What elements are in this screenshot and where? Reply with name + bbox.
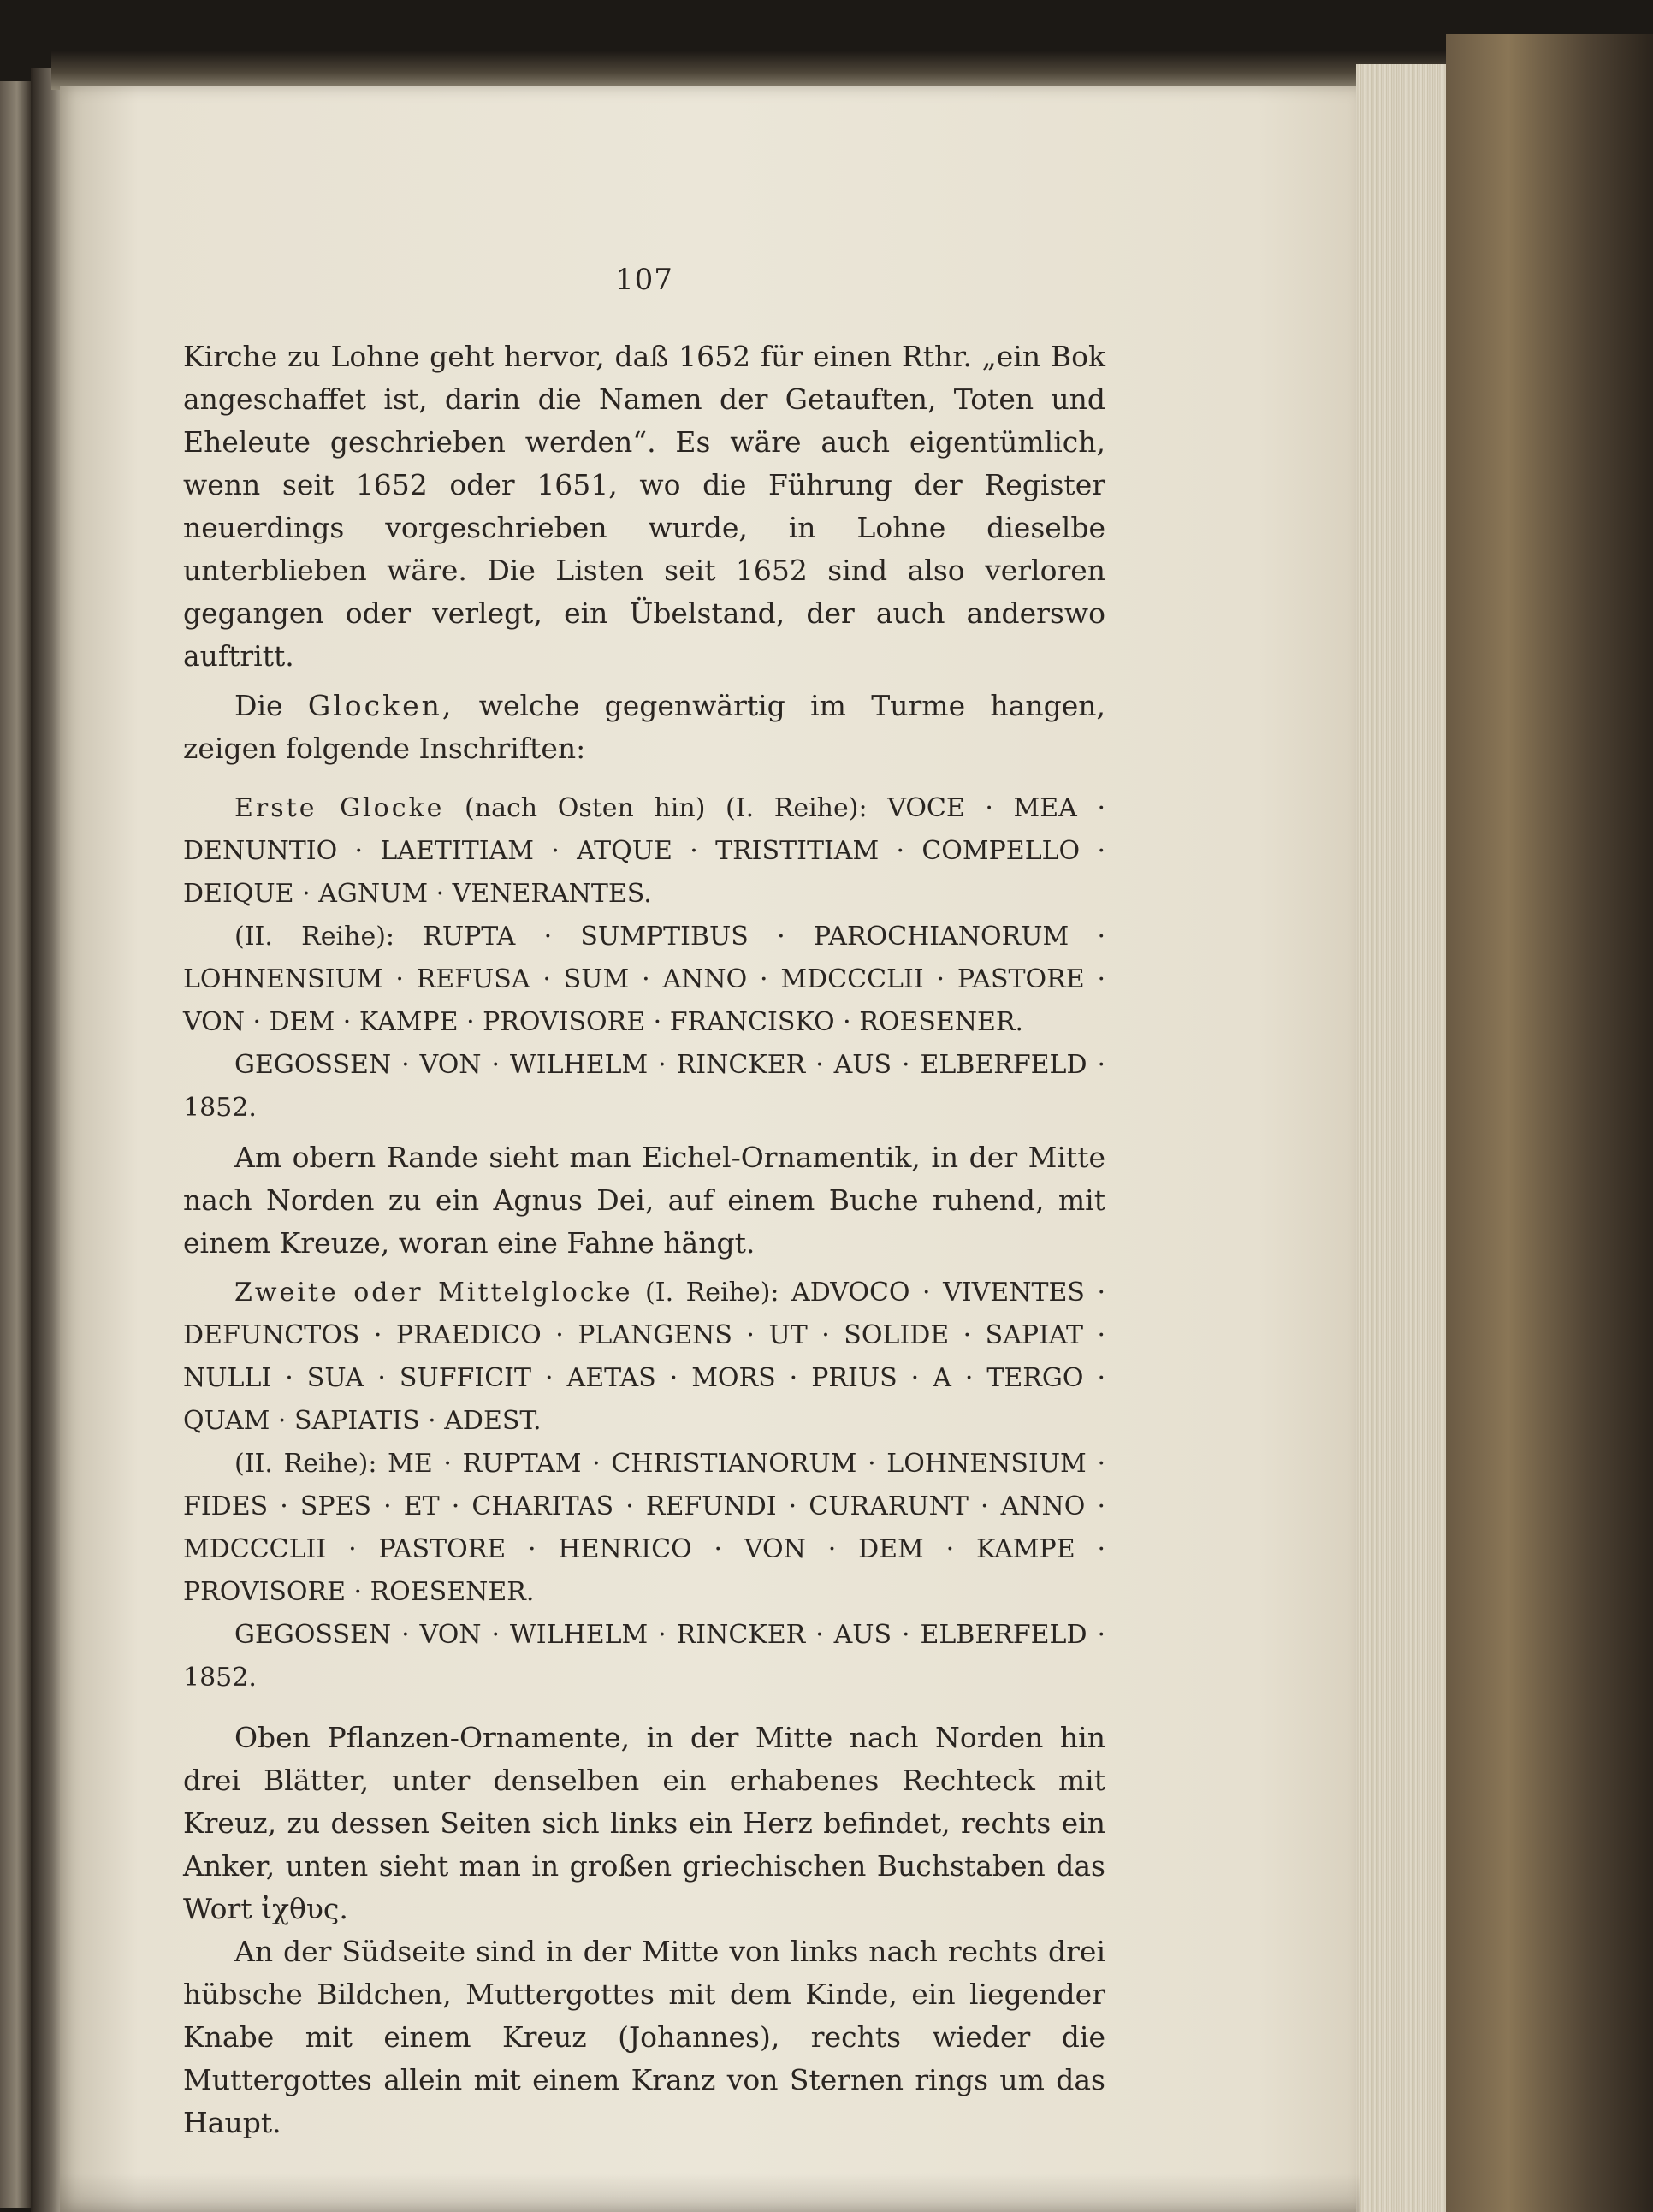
paragraph-4: Oben Pflanzen-Ornamente, in der Mitte nach Norden hin drei Blätter, unter denselben ein erhabenes Rechteck mit Kreuz, zu dessen Seiten sich links ein Herz befindet, rechts ein Anker, unten sieht man in großen griechischen Buchstaben das Wort ἰχθυς. [183,1721,1105,1925]
bell-1-founder: GEGOSSEN · VON · WILHELM · RINCKER · AUS · ELBERFELD · 1852. [183,1050,1105,1123]
bell-2-row-1 [183,1272,1105,1443]
spacer [183,770,1105,787]
spacer [183,1699,1105,1717]
paragraph-3: Am obern Rande sieht man Eichel-Ornamentik, in der Mitte nach Norden zu ein Agnus Dei, auf einem Buche ruhend, mit einem Kreuze, woran eine Fahne hängt. [183,1141,1105,1260]
top-cover-board [51,51,1463,90]
bell-2-founder: GEGOSSEN · VON · WILHELM · RINCKER · AUS · ELBERFELD · 1852. [183,1620,1105,1693]
book-cover [1446,34,1653,2212]
paragraph-2-lead: Die [234,689,283,722]
bottom-shadow [60,2173,1360,2212]
paragraph-5: An der Südseite sind in der Mitte von links nach rechts drei hübsche Bildchen, Muttergottes mit dem Kinde, ein liegender Knabe mit einem Kreuz (Johannes), rechts wieder die Muttergottes allein mit einem Kranz von Sternen rings um das Haupt. [183,1935,1105,2139]
paragraph-2 [183,685,1105,770]
paragraph-2-spaced: Glocken, [307,689,454,722]
page-number: 107 [615,263,673,297]
bell-1-label: Erste Glocke [234,793,445,823]
bell-2-row-1-text: (I. Reihe): ADVOCO · VIVENTES · DEFUNCTOS · PRAEDICO · PLANGENS · UT · SOLIDE · SAPIAT · NULLI · SUA · SUFFICIT · AETAS · MORS · PRIUS · A · TERGO · QUAM · SAPIATIS · ADEST. [183,1278,1105,1436]
bell-1-row-1-text: (nach Osten hin) (I. Reihe): VOCE · MEA · DENUNTIO · LAETITIAM · ATQUE · TRISTITIAM · COMPELLO · DEIQUE · AGNUM · VENERANTES. [183,793,1106,909]
left-page-edge [0,81,31,2208]
bell-2-row-2: (II. Reihe): ME · RUPTAM · CHRISTIANORUM · LOHNENSIUM · FIDES · SPES · ET · CHARITAS · REFUNDI · CURARUNT · ANNO · MDCCCLII · PASTORE · HENRICO · VON · DEM · KAMPE · PROVISORE · ROESENER. [183,1449,1105,1607]
paragraph-1: Kirche zu Lohne geht hervor, daß 1652 für einen Rthr. „ein Bok angeschaffet ist, darin die Namen der Getauften, Toten und Eheleute geschrieben werden“. Es wäre auch eigentümlich, wenn seit 1652 oder 1651, wo die Führung der Register neuerdings vorgeschrieben wurde, in Lohne dieselbe unterblieben wäre. Die Listen seit 1652 sind also verloren gegangen oder verlegt, ein Übelstand, der auch anderswo auftritt. [183,340,1105,673]
page-text [183,258,1105,2144]
bell-1-row-2: (II. Reihe): RUPTA · SUMPTIBUS · PAROCHIANORUM · LOHNENSIUM · REFUSA · SUM · ANNO · MDCCCLII · PASTORE · VON · DEM · KAMPE · PROVISORE · FRANCISKO · ROESENER. [183,922,1105,1037]
page-edges [1356,64,1454,2212]
bell-1-row-1 [183,787,1105,916]
bell-2-label: Zweite oder Mittelglocke [234,1278,633,1308]
paragraph-2-rest: welche gegenwärtig im Turme hangen, zeigen folgende Inschriften: [183,689,1105,765]
